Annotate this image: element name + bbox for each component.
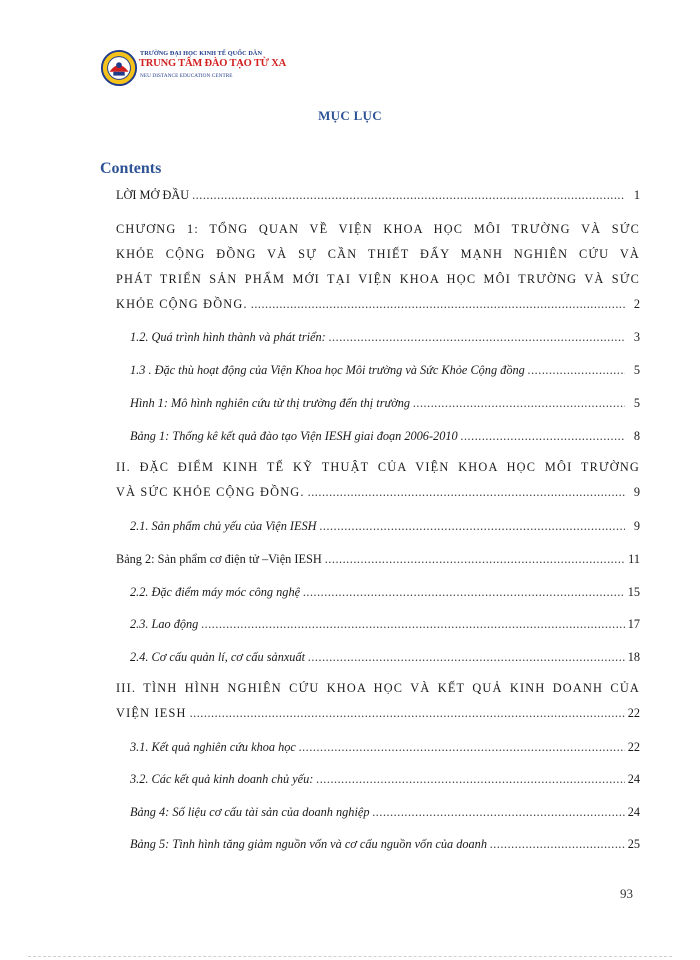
toc-entry-chuong-2[interactable]: II. ĐẶC ĐIỂM KINH TẾ KỸ THUẬT CỦA VIỆN KHOA HỌC MÔI TRƯỜNG VÀ SỨC KHỎE CỘNG ĐỒNG. ..... 9 bbox=[116, 455, 640, 505]
page-bottom-divider bbox=[28, 956, 672, 957]
toc-entry-bang-4[interactable]: Bảng 4: Số liệu cơ cấu tài sản của doanh nghiệp ..... 24 bbox=[130, 800, 640, 825]
toc-entry-2-3[interactable]: 2.3. Lao động ..... 17 bbox=[130, 612, 640, 637]
page-title: MỤC LỤC bbox=[318, 108, 382, 123]
toc-entry-line: CHƯƠNG 1: TỔNG QUAN VỀ VIỆN KHOA HỌC MÔI TRƯỜNG VÀ SỨC bbox=[116, 222, 640, 236]
toc-entry-1-3[interactable]: 1.3 . Đặc thù hoạt động của Viện Khoa học Môi trường và Sức Khỏe Cộng đồng ..... 5 bbox=[130, 358, 640, 383]
neu-logo bbox=[100, 48, 286, 90]
toc-entry-line: KHỎE CỘNG ĐỒNG VÀ SỰ CẦN THIẾT ĐẨY MẠNH NGHIÊN CỨU VÀ bbox=[116, 247, 640, 261]
toc-entry-bang-5[interactable]: Bảng 5: Tình hình tăng giảm nguồn vốn và cơ cấu nguồn vốn của doanh ..... 25 bbox=[130, 832, 640, 857]
page-number: 93 bbox=[620, 886, 633, 901]
toc-entry-bang-1[interactable]: Bảng 1: Thống kê kết quả đào tạo Viện IESH giai đoạn 2006-2010 ..... 8 bbox=[130, 424, 640, 449]
toc-entry-chuong-1[interactable]: CHƯƠNG 1: TỔNG QUAN VỀ VIỆN KHOA HỌC MÔI TRƯỜNG VÀ SỨC KHỎE CỘNG ĐỒNG VÀ SỰ CẦN THIẾT ĐẨY MẠNH NGHIÊN CỨU VÀ PHÁT TRIỂN SẢN PHẨM MỚI TẠI VIỆN KHOA HỌC MÔI TRƯỜNG VÀ SỨC KHỎE CỘNG ĐỒNG. ..... 2 bbox=[116, 217, 640, 317]
toc-entry-hinh-1[interactable]: Hình 1: Mô hình nghiên cứu từ thị trường đến thị trường ..... 5 bbox=[130, 391, 640, 416]
toc-entry-3-2[interactable]: 3.2. Các kết quả kinh doanh chủ yếu: ..... 24 bbox=[130, 767, 640, 792]
toc-entry-2-2[interactable]: 2.2. Đặc điểm máy móc công nghệ ..... 15 bbox=[130, 580, 640, 605]
contents-heading: Contents bbox=[100, 160, 162, 177]
toc-entry-chuong-3[interactable]: III. TÌNH HÌNH NGHIÊN CỨU KHOA HỌC VÀ KẾT QUẢ KINH DOANH CỦA VIỆN IESH ..... 22 bbox=[116, 676, 640, 726]
toc-entry-1-2[interactable]: 1.2. Quá trình hình thành và phát triển: ..... 3 bbox=[130, 325, 640, 350]
logo-centre-english: NEU DISTANCE EDUCATION CENTRE bbox=[140, 73, 233, 79]
toc-entry-line: II. ĐẶC ĐIỂM KINH TẾ KỸ THUẬT CỦA VIỆN KHOA HỌC MÔI TRƯỜNG bbox=[116, 460, 640, 474]
toc-entry-2-4[interactable]: 2.4. Cơ cấu quản lí, cơ cấu sảnxuất ..... 18 bbox=[130, 645, 640, 670]
neu-emblem-icon bbox=[100, 48, 138, 88]
toc-entry-line: III. TÌNH HÌNH NGHIÊN CỨU KHOA HỌC VÀ KẾT QUẢ KINH DOANH CỦA bbox=[116, 681, 640, 695]
toc-entry-bang-2[interactable]: Bảng 2: Sản phẩm cơ điện tử –Viện IESH ..... 11 bbox=[116, 547, 640, 572]
toc-entry-line: PHÁT TRIỂN SẢN PHẨM MỚI TẠI VIỆN KHOA HỌC MÔI TRƯỜNG VÀ SỨC bbox=[116, 272, 640, 286]
logo-university-name: TRƯỜNG ĐẠI HỌC KINH TẾ QUỐC DÂN bbox=[140, 50, 263, 57]
logo-centre-name: TRUNG TÂM ĐÀO TẠO TỪ XA bbox=[139, 58, 286, 69]
toc-entry-2-1[interactable]: 2.1. Sản phẩm chủ yếu của Viện IESH ..... 9 bbox=[130, 514, 640, 539]
toc-entry-loi-mo-dau[interactable]: LỜI MỞ ĐẦU ..... 1 bbox=[116, 183, 640, 208]
toc-entry-3-1[interactable]: 3.1. Kết quả nghiên cứu khoa học ..... 22 bbox=[130, 735, 640, 760]
